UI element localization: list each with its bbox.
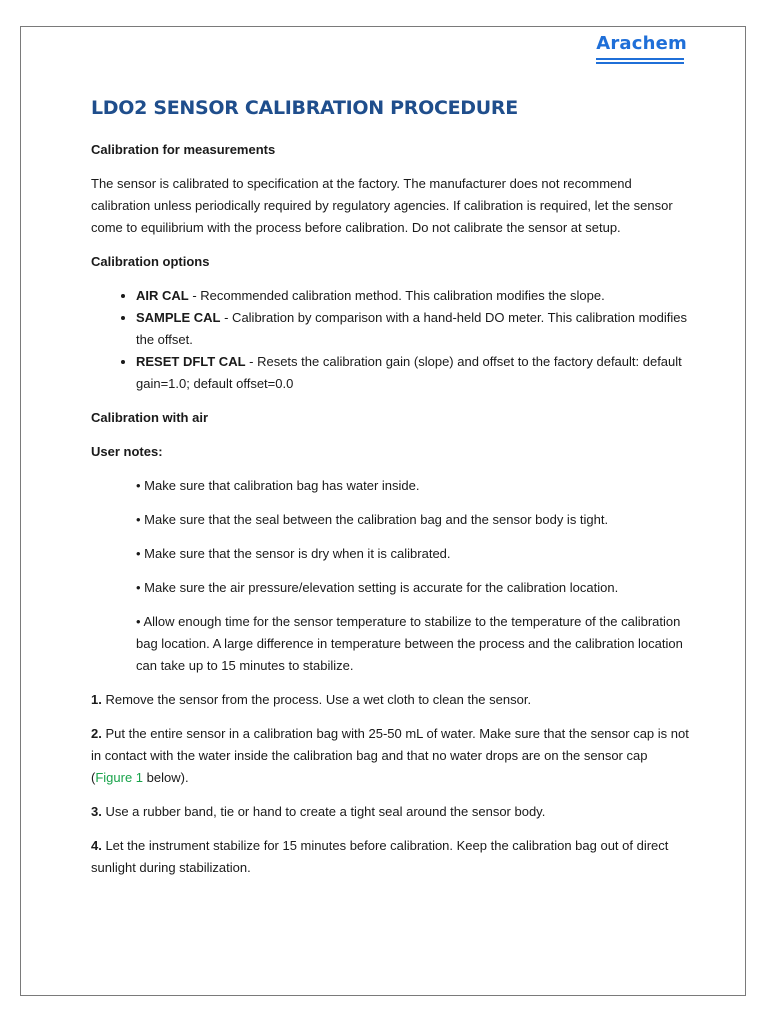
option-term: RESET DFLT CAL — [136, 354, 246, 369]
figure-1-link[interactable]: Figure 1 — [95, 770, 144, 785]
step-text: Put the entire sensor in a calibration bag with 25-50 mL of water. Make sure that the sensor cap is not in contact with the water inside the calibration bag and that no water drops are on the sensor cap ( — [91, 726, 689, 785]
option-term: SAMPLE CAL — [136, 310, 221, 325]
section-heading-options: Calibration options — [91, 254, 210, 269]
option-desc: - Recommended calibration method. This calibration modifies the slope. — [188, 288, 605, 303]
step-3 — [91, 801, 691, 823]
section-heading-air: Calibration with air — [91, 410, 209, 425]
calibration-options-list — [91, 285, 691, 395]
step-text: Remove the sensor from the process. Use a wet cloth to clean the sensor. — [101, 692, 532, 707]
step-number: 3. — [91, 804, 102, 819]
brand-logo — [596, 33, 687, 66]
list-item: • Make sure that calibration bag has water inside. — [136, 478, 420, 493]
option-desc: - Resets the calibration gain (slope) and offset to the factory default: default gain=1.0; default offset=0.0 — [136, 354, 682, 391]
section-heading-measurements: Calibration for measurements — [91, 142, 276, 157]
step-number: 1. — [91, 692, 102, 707]
list-item — [136, 351, 691, 395]
list-item: • Allow enough time for the sensor temperature to stabilize to the temperature of the calibration bag location. A large difference in temperature between the process and the calibration location can take up to 15 minutes to stabilize. — [136, 614, 683, 673]
option-term: AIR CAL — [136, 288, 189, 303]
document-content — [91, 95, 691, 891]
step-text: Use a rubber band, tie or hand to create a tight seal around the sensor body. — [101, 804, 546, 819]
list-item: • Make sure the air pressure/elevation setting is accurate for the calibration location. — [136, 580, 619, 595]
document-page — [20, 26, 746, 996]
step-text: Let the instrument stabilize for 15 minutes before calibration. Keep the calibration bag out of direct sunlight during stabilization. — [91, 838, 669, 875]
section-heading-notes: User notes: — [91, 444, 163, 459]
step-text: below). — [143, 770, 189, 785]
step-1 — [91, 689, 691, 711]
list-item — [136, 307, 691, 351]
user-notes — [91, 475, 691, 677]
step-4 — [91, 835, 691, 879]
list-item: • Make sure that the seal between the calibration bag and the sensor body is tight. — [136, 512, 609, 527]
list-item: • Make sure that the sensor is dry when it is calibrated. — [136, 546, 451, 561]
brand-logo-underline — [596, 58, 684, 64]
option-desc: - Calibration by comparison with a hand-held DO meter. This calibration modifies the offset. — [136, 310, 688, 347]
document-title: LDO2 SENSOR CALIBRATION PROCEDURE — [91, 97, 518, 119]
brand-logo-text: Arachem — [596, 33, 687, 54]
step-number: 4. — [91, 838, 102, 853]
section-body-measurements: The sensor is calibrated to specification at the factory. The manufacturer does not recommend calibration unless periodically required by regulatory agencies. If calibration is required, let the sensor come to equilibrium with the process before calibration. Do not calibrate the sensor at setup. — [91, 176, 673, 235]
step-number: 2. — [91, 726, 102, 741]
step-2 — [91, 723, 691, 789]
list-item — [136, 285, 691, 307]
